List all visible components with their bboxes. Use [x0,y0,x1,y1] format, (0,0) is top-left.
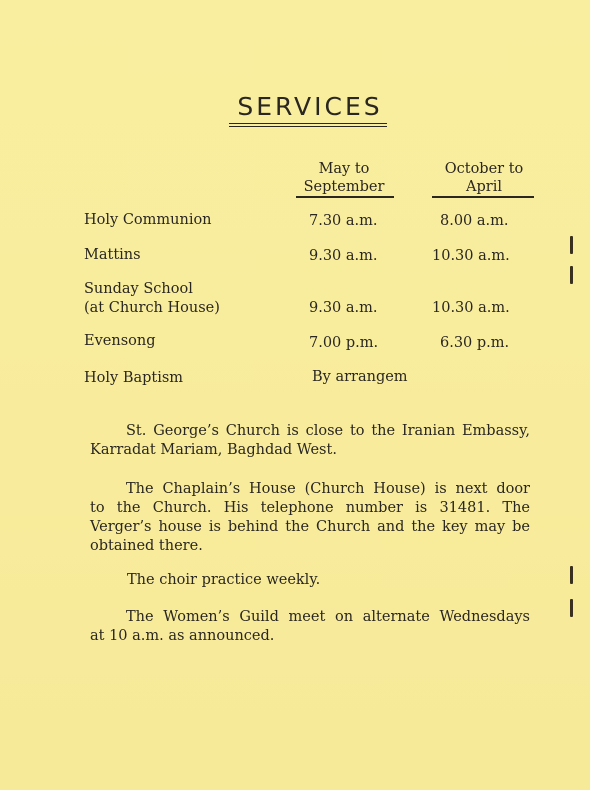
paragraph-church-location [90,422,530,460]
staple-mark-top-upper [570,236,573,254]
column-header-summer-rule [296,196,394,198]
column-header-winter-line1: October to [444,161,524,177]
row-mattins-winter-time: 10.30 a.m. [432,248,510,264]
row-holy-communion-winter-time: 8.00 a.m. [440,213,509,229]
paragraph-choir-practice: The choir practice weekly. [127,572,321,588]
row-evensong-summer-time: 7.00 p.m. [309,335,379,351]
staple-mark-bottom-lower [570,599,573,617]
title-underline-top [229,123,387,124]
row-label-holy-communion: Holy Communion [84,212,212,228]
row-sunday-school-summer-time: 9.30 a.m. [309,300,378,316]
row-holy-communion-summer-time: 7.30 a.m. [309,213,378,229]
row-evensong-winter-time: 6.30 p.m. [440,335,510,351]
paragraph-womens-guild [90,608,530,646]
paragraph-church-location-rest: Karradat Mariam, Baghdad West. [90,442,337,458]
row-label-sunday-school [84,280,220,318]
row-label-sunday-school-line1: Sunday School [84,281,193,297]
paragraph-chaplains-house-line1: The Chaplain’s House (Church House) is next door [126,481,530,497]
paragraph-womens-guild-line1: The Women’s Guild meet on alternate Wednesdays [126,609,530,625]
column-header-winter-line2: April [466,179,502,195]
row-label-evensong: Evensong [84,333,156,349]
row-sunday-school-winter-time: 10.30 a.m. [432,300,510,316]
scan-edge [590,0,600,790]
paragraph-womens-guild-rest: at 10 a.m. as announced. [90,628,275,644]
row-label-sunday-school-line2: (at Church House) [84,300,220,316]
row-label-holy-baptism: Holy Baptism [84,370,184,386]
column-header-winter-rule [432,196,534,198]
column-header-summer-line1: May to [318,161,370,177]
column-header-winter [432,160,536,196]
column-header-summer [292,160,396,196]
paragraph-chaplains-house [90,480,530,556]
title-underline-bottom [229,126,387,127]
row-holy-baptism-note: By arrangem [312,369,408,385]
row-label-mattins: Mattins [84,247,141,263]
row-mattins-summer-time: 9.30 a.m. [309,248,378,264]
paragraph-chaplains-house-rest: to the Church. His telephone number is 31481. The Verger’s house is behind the Church and the key may be obtained there. [90,500,530,554]
staple-mark-top-lower [570,266,573,284]
paragraph-church-location-line1: St. George’s Church is close to the Iranian Embassy, [126,423,530,439]
staple-mark-bottom-upper [570,566,573,584]
page-title: SERVICES [237,92,383,121]
column-header-summer-line2: September [303,179,385,195]
